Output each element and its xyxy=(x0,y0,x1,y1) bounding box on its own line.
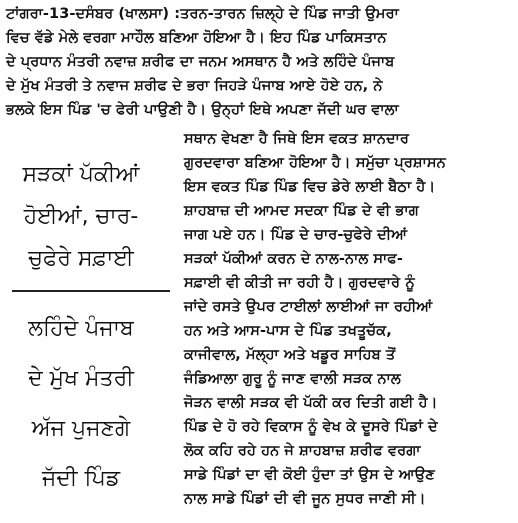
dateline: ਟਾਂਗਰਾ-13-ਦਸੰਬਰ (ਖਾਲਸਾ) xyxy=(6,6,170,22)
article-line: ਸ਼ਾਹਬਾਜ਼ ਦੀ ਆਮਦ ਸਦਕਾ ਪਿੰਡ ਦੇ ਵੀ ਭਾਗ xyxy=(184,203,419,219)
article-line: ਇਸ ਵਕਤ ਪਿੰਡ ਪਿੰਡ ਵਿਚ ਡੇਰੇ ਲਾਈ ਬੈਠਾ ਹੈ। xyxy=(184,179,436,195)
article-line: ਜਾਂਦੇ ਰਸਤੇ ਉਪਰ ਟਾਈਲਾਂ ਲਾਈਆਂ ਜਾ ਰਹੀਆਂ xyxy=(184,299,433,315)
article-line: ਦੇ ਮੁੱਖ ਮੰਤਰੀ ਤੇ ਨਵਾਜ ਸ਼ਰੀਫ ਦੇ ਭਰਾ ਜਿਹੜੇ ਪੰਜਾਬ ਆਏ ਹੋਏ ਹਨ, ਨੇ xyxy=(6,78,383,94)
article-line: ਜੋੜਨ ਵਾਲੀ ਸੜਕ ਵੀ ਪੱਕੀ ਕਰ ਦਿਤੀ ਗਈ ਹੈ। xyxy=(184,395,438,411)
article-line: ਕਾਜੀਵਾਲ, ਮੱਲ੍ਹਾ ਅਤੇ ਖਡੂਰ ਸਾਹਿਬ ਤੋਂ xyxy=(184,347,396,363)
pull-quote-2-line: ਲਹਿੰਦੇ ਪੰਜਾਬ xyxy=(28,316,134,341)
article-line: ਸਫ਼ਾਈ ਵੀ ਕੀਤੀ ਜਾ ਰਹੀ ਹੈ। ਗੁਰਦਵਾਰੇ ਨੂੰ xyxy=(184,275,415,291)
article-first-line xyxy=(6,3,512,25)
article-line: ਹਨ ਅਤੇ ਆਸ-ਪਾਸ ਦੇ ਪਿੰਡ ਤਖਤੂਚੱਕ, xyxy=(184,323,392,339)
article-line: ਸੜਕਾਂ ਪੱਕੀਆਂ ਕਰਨ ਦੇ ਨਾਲ-ਨਾਲ ਸਾਫ- xyxy=(184,251,403,267)
pull-quote-1-line: ਚੁਫੇਰੇ ਸਫ਼ਾਈ xyxy=(28,246,134,271)
pull-quote-2-line: ਦੇ ਮੁੱਖ ਮੰਤਰੀ xyxy=(28,366,134,391)
article-line: ਸਾਡੇ ਪਿੰਡਾਂ ਦਾ ਵੀ ਕੋਈ ਹੁੰਦਾ ਤਾਂ ਉਸ ਦੇ ਆਉਣ xyxy=(184,467,435,483)
article-line: ਭਲਕੇ ਇਸ ਪਿੰਡ 'ਚ ਫੇਰੀ ਪਾਉਣੀ ਹੈ। ਉਨ੍ਹਾਂ ਇਥੇ ਅਪਣਾ ਜੱਦੀ ਘਰ ਵਾਲਾ xyxy=(6,102,399,118)
pull-quote-1-line: ਸੜਕਾਂ ਪੱਕੀਆਂ xyxy=(22,162,140,187)
article-line: ਜਾਗ ਪਏ ਹਨ। ਪਿੰਡ ਦੇ ਚਾਰ-ਚੁਫੇਰੇ ਦੀਆਂ xyxy=(184,227,408,243)
pull-quote-2-line: ਜੱਦੀ ਪਿੰਡ xyxy=(41,466,121,491)
article-first-line-text: :ਤਰਨ-ਤਾਰਨ ਜ਼ਿਲ੍ਹੇ ਦੇ ਪਿੰਡ ਜਾਤੀ ਉਮਰਾ xyxy=(174,6,399,22)
pull-quote-1-line: ਹੋਈਆਂ, ਚਾਰ- xyxy=(23,204,139,229)
article-line: ਗੁਰਦਵਾਰਾ ਬਣਿਆ ਹੋਇਆ ਹੈ। ਸਮੁੱਚਾ ਪ੍ਰਸ਼ਾਸਨ xyxy=(184,155,446,171)
article-line: ਲੋਕ ਕਹਿ ਰਹੇ ਹਨ ਜੇ ਸ਼ਾਹਬਾਜ਼ ਸ਼ਰੀਫ ਵਰਗਾ xyxy=(184,443,421,459)
article-line: ਨਾਲ ਸਾਡੇ ਪਿੰਡਾਂ ਦੀ ਵੀ ਜੂਨ ਸੁਧਰ ਜਾਣੀ ਸੀ। xyxy=(184,491,426,507)
article-line: ਦੇ ਪ੍ਰਧਾਨ ਮੰਤਰੀ ਨਵਾਜ਼ ਸ਼ਰੀਫ ਦਾ ਜਨਮ ਅਸਥਾਨ ਹੈ ਅਤੇ ਲਹਿੰਦੇ ਪੰਜਾਬ xyxy=(6,54,395,70)
divider-rule xyxy=(12,290,170,292)
pull-quote-2-line: ਅੱਜ ਪੁਜਣਗੇ xyxy=(31,416,131,441)
article-line: ਪਿੰਡ ਦੇ ਹੋ ਰਹੇ ਵਿਕਾਸ ਨੂੰ ਵੇਖ ਕੇ ਦੂਸਰੇ ਪਿੰਡਾਂ ਦੇ xyxy=(184,419,438,435)
article-line: ਸਥਾਨ ਵੇਖਣਾ ਹੈ ਜਿਥੇ ਇਸ ਵਕਤ ਸ਼ਾਨਦਾਰ xyxy=(184,131,409,147)
article-line: ਵਿਚ ਵੱਡੇ ਮੇਲੇ ਵਰਗਾ ਮਾਹੌਲ ਬਣਿਆ ਹੋਇਆ ਹੈ। ਇਹ ਪਿੰਡ ਪਾਕਿਸਤਾਨ xyxy=(6,30,387,46)
article-line: ਜੰਡਿਆਲਾ ਗੁਰੂ ਨੂੰ ਜਾਣ ਵਾਲੀ ਸੜਕ ਨਾਲ xyxy=(184,371,401,387)
